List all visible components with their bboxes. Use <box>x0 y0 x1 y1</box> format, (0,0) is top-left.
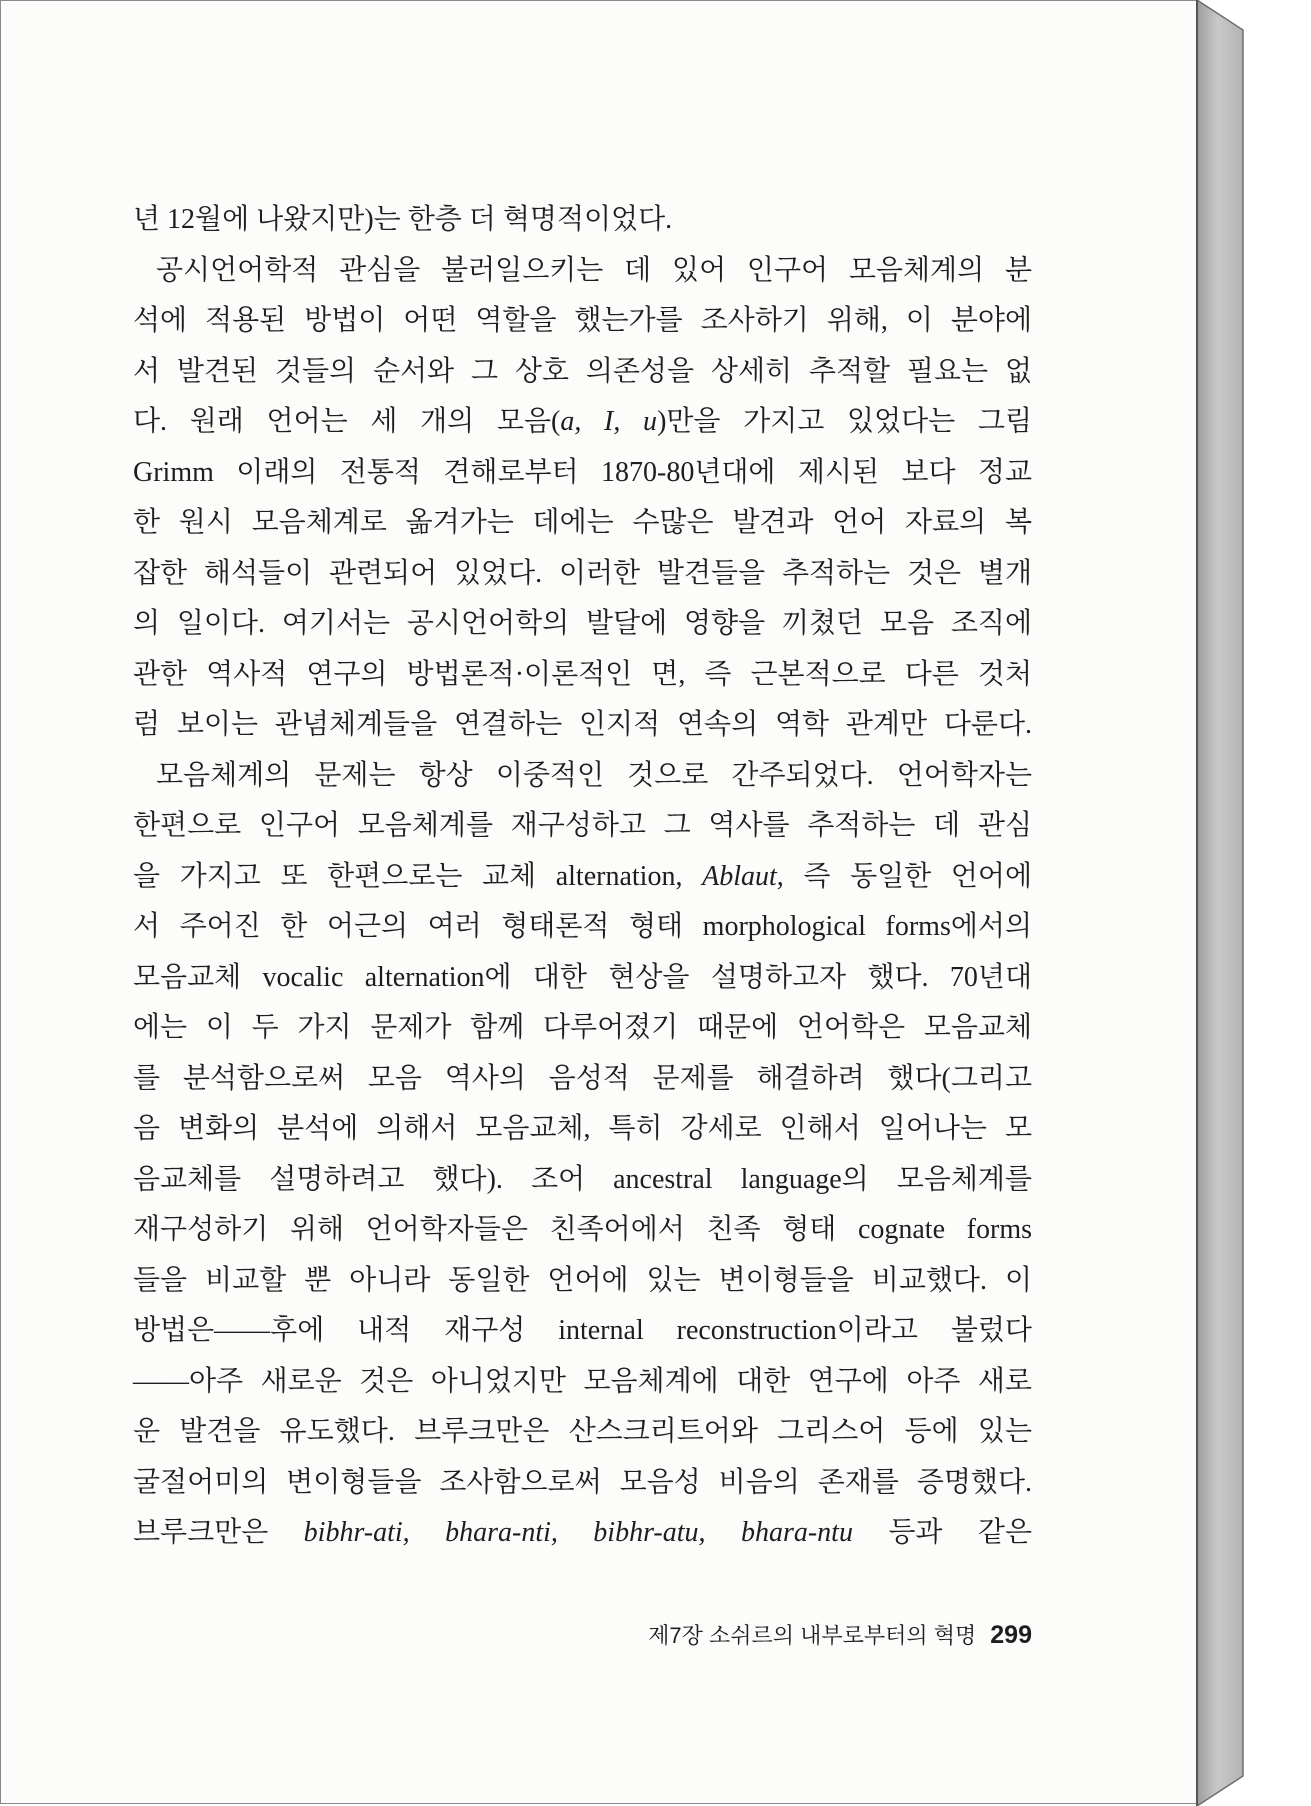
text-segment: 럼 보이는 관념체계들을 연결하는 인지적 연속의 역학 관계만 다룬다. <box>133 709 1032 740</box>
text-line <box>133 1104 1032 1155</box>
text-line <box>133 549 1032 600</box>
text-line <box>133 498 1032 549</box>
text-line <box>133 1155 1032 1206</box>
text-line <box>133 1054 1032 1105</box>
text-segment: 재구성하기 위해 언어학자들은 친족어에서 친족 형태 cognate forms <box>133 1214 1032 1245</box>
text-segment: 들을 비교할 뿐 아니라 동일한 언어에 있는 변이형들을 비교했다. 이 <box>133 1264 1032 1296</box>
text-line <box>133 397 1032 448</box>
text-segment: 한편으로 인구어 모음체계를 재구성하고 그 역사를 추적하는 데 관심 <box>133 810 1032 841</box>
text-segment: 운 발견을 유도했다. 브루크만은 산스크리트어와 그리스어 등에 있는 <box>133 1416 1032 1447</box>
text-line <box>133 902 1032 953</box>
text-segment: 음 변화의 분석에 의해서 모음교체, 특히 강세로 인해서 일어나는 모 <box>133 1113 1032 1144</box>
text-line <box>133 1458 1032 1509</box>
text-line <box>133 953 1032 1004</box>
text-segment: 음교체를 설명하려고 했다). 조어 ancestral language의 모음체계를 <box>133 1163 1032 1195</box>
text-segment: 다. 원래 언어는 세 개의 모음( <box>133 406 561 437</box>
text-segment: Grimm 이래의 전통적 견해로부터 1870-80년대에 제시된 보다 정교 <box>133 456 1032 488</box>
text-line <box>133 1357 1032 1408</box>
body-text <box>133 195 1032 1559</box>
text-segment: 에는 이 두 가지 문제가 함께 다루어졌기 때문에 언어학은 모음교체 <box>133 1012 1032 1043</box>
text-line <box>133 852 1032 903</box>
text-line <box>133 1306 1032 1357</box>
text-line <box>133 246 1032 297</box>
running-footer <box>133 1617 1032 1653</box>
text-line <box>133 700 1032 751</box>
text-segment: 공시언어학적 관심을 불러일으키는 데 있어 인구어 모음체계의 분 <box>156 254 1032 286</box>
text-segment: 모음체계의 문제는 항상 이중적인 것으로 간주되었다. 언어학자는 <box>156 759 1032 791</box>
text-segment: 브루크만은 <box>133 1517 304 1548</box>
page-number: 299 <box>990 1621 1032 1649</box>
text-segment: 방법은——후에 내적 재구성 internal reconstruction이라고 불렀다 <box>133 1315 1032 1346</box>
text-line <box>133 599 1032 650</box>
italic-segment: a, I, u <box>560 406 658 437</box>
text-line <box>133 195 1032 246</box>
text-line <box>133 751 1032 802</box>
text-line <box>133 650 1032 701</box>
italic-segment: bibhr-ati, bhara-nti, bibhr-atu, bhara-ntu <box>303 1517 853 1548</box>
text-segment: 등과 같은 <box>852 1517 1032 1548</box>
text-line <box>133 1003 1032 1054</box>
text-segment: 굴절어미의 변이형들을 조사함으로써 모음성 비음의 존재를 증명했다. <box>133 1466 1032 1498</box>
text-segment: 를 분석함으로써 모음 역사의 음성적 문제를 해결하려 했다(그리고 <box>133 1062 1032 1094</box>
text-line <box>133 801 1032 852</box>
text-segment: 모음교체 vocalic alternation에 대한 현상을 설명하고자 했다. 70년대 <box>133 961 1032 993</box>
text-line <box>133 296 1032 347</box>
text-segment: 년 12월에 나왔지만)는 한층 더 혁명적이었다. <box>133 204 673 235</box>
book-edge <box>1196 0 1246 1806</box>
text-segment: ——아주 새로운 것은 아니었지만 모음체계에 대한 연구에 아주 새로 <box>133 1365 1032 1397</box>
text-segment: 의 일이다. 여기서는 공시언어학의 발달에 영향을 끼쳤던 모음 조직에 <box>133 608 1032 639</box>
text-segment: 잡한 해석들이 관련되어 있었다. 이러한 발견들을 추적하는 것은 별개 <box>133 557 1032 589</box>
text-segment: 서 주어진 한 어근의 여러 형태론적 형태 morphological forms에서의 <box>133 911 1032 942</box>
italic-segment: Ablaut <box>702 860 777 892</box>
text-line <box>133 448 1032 499</box>
text-segment: 관한 역사적 연구의 방법론적·이론적인 면, 즉 근본적으로 다른 것처 <box>133 658 1032 690</box>
text-line <box>133 1205 1032 1256</box>
text-segment: 한 원시 모음체계로 옮겨가는 데에는 수많은 발견과 언어 자료의 복 <box>133 507 1032 538</box>
text-segment: , 즉 동일한 언어에 <box>776 860 1032 892</box>
text-segment: )만을 가지고 있었다는 그림 <box>657 406 1033 437</box>
chapter-title: 제7장 소쉬르의 내부로부터의 혁명 <box>648 1623 977 1648</box>
text-line <box>133 347 1032 398</box>
text-line <box>133 1508 1032 1559</box>
text-line <box>133 1407 1032 1458</box>
text-line <box>133 1256 1032 1307</box>
text-segment: 석에 적용된 방법이 어떤 역할을 했는가를 조사하기 위해, 이 분야에 <box>133 305 1032 336</box>
text-segment: 을 가지고 또 한편으로는 교체 alternation, <box>133 860 703 892</box>
text-segment: 서 발견된 것들의 순서와 그 상호 의존성을 상세히 추적할 필요는 없 <box>133 355 1032 387</box>
